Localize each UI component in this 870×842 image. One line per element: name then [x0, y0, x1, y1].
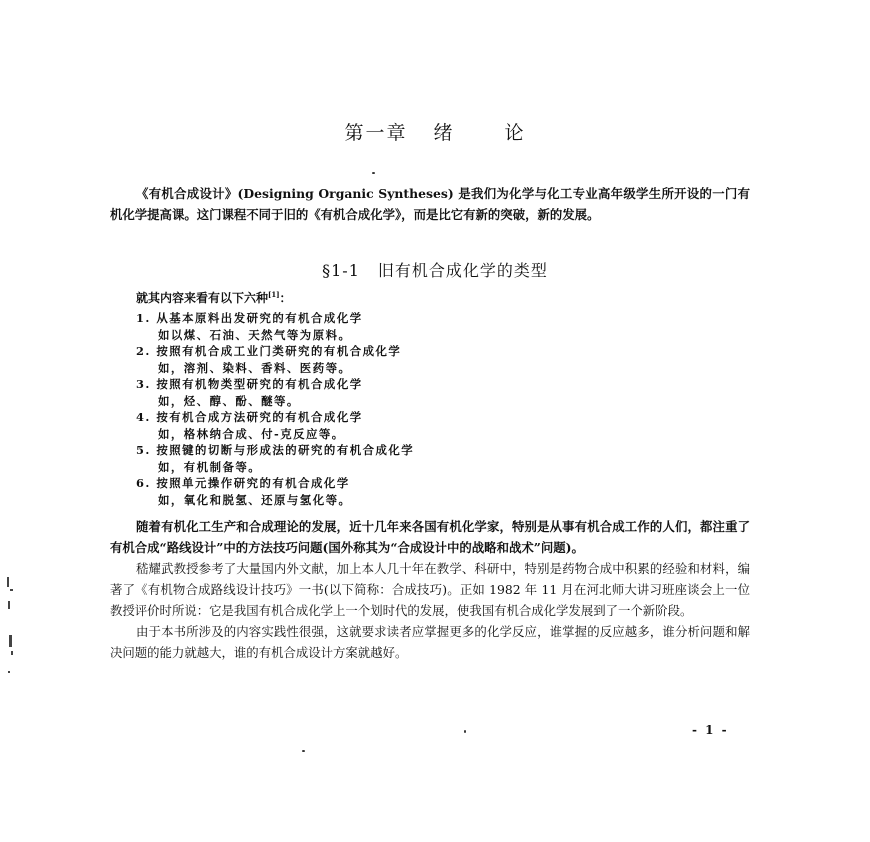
list-item-example: 如以煤、石油、天然气等为原料。	[158, 327, 352, 342]
body-text	[110, 516, 750, 663]
list-item-example: 如，格林纳合成、付-克反应等。	[158, 426, 345, 441]
chapter-title	[0, 118, 870, 145]
type-list	[136, 310, 736, 508]
list-item-example: 如，烃、醇、酚、醚等。	[158, 393, 300, 408]
body-paragraph: 由于本书所涉及的内容实践性很强，这就要求读者应掌握更多的化学反应，谁掌握的反应越多，谁分析问题和解决问题的能力就越大，谁的有机合成设计方案就越好。	[110, 624, 750, 660]
body-paragraph: 嵇耀武教授参考了大量国内外文献，加上本人几十年在教学、科研中，特别是药物合成中积累的经验和材料，编著了《有机物合成路线设计技巧》一书(以下简称：合成技巧)。正如 1982 年 11 月在河北师大讲习班座谈会上一位教授评价时所说：它是我国有机合成化学上一个划时代的发展，使我国有机合成化学发展到了一个新阶段。	[110, 561, 750, 618]
speck-mark	[302, 750, 305, 752]
list-item-example: 如，氧化和脱氢、还原与氢化等。	[158, 492, 352, 507]
list-lead	[136, 289, 292, 306]
list-item-example: 如，溶剂、染料、香料、医药等。	[158, 360, 352, 375]
section-title-text: 旧有机合成化学的类型	[377, 261, 548, 280]
body-paragraph: 随着有机化工生产和合成理论的发展，近十几年来各国有机化学家，特别是从事有机合成工作的人们，都注重了有机合成“路线设计”中的方法技巧问题(国外称其为“合成设计中的战略和战术”问题)。	[110, 519, 750, 555]
chapter-title-part2: 论	[504, 122, 526, 144]
section-number: §1-1	[322, 261, 360, 280]
list-item: 6. 按照单元操作研究的有机合成化学	[136, 476, 350, 490]
chapter-label: 第一章	[344, 122, 408, 144]
reference-marker: [1]	[268, 290, 280, 299]
list-item: 1. 从基本原料出发研究的有机合成化学	[136, 311, 363, 325]
list-item-example: 如，有机制备等。	[158, 459, 262, 474]
page-number: - 1 -	[692, 723, 729, 737]
speck-mark	[464, 730, 466, 733]
list-lead-colon: ：	[279, 291, 292, 305]
list-item: 4. 按有机合成方法研究的有机合成化学	[136, 410, 363, 424]
list-item: 3. 按照有机物类型研究的有机合成化学	[136, 377, 363, 391]
section-heading	[0, 258, 870, 281]
list-item: 2. 按照有机合成工业门类研究的有机合成化学	[136, 344, 402, 358]
chapter-title-part1: 绪	[433, 122, 455, 144]
intro-paragraph: 《有机合成设计》(Designing Organic Syntheses) 是我们为化学与化工专业高年级学生所开设的一门有机化学提高课。这门课程不同于旧的《有机合成化学》，而是比它有新的突破，新的发展。	[110, 186, 750, 222]
list-item: 5. 按照键的切断与形成法的研究的有机合成化学	[136, 443, 415, 457]
speck-mark	[372, 172, 375, 174]
list-lead-text: 就其内容来看有以下六种	[136, 291, 269, 305]
scan-margin-marks	[4, 575, 18, 675]
